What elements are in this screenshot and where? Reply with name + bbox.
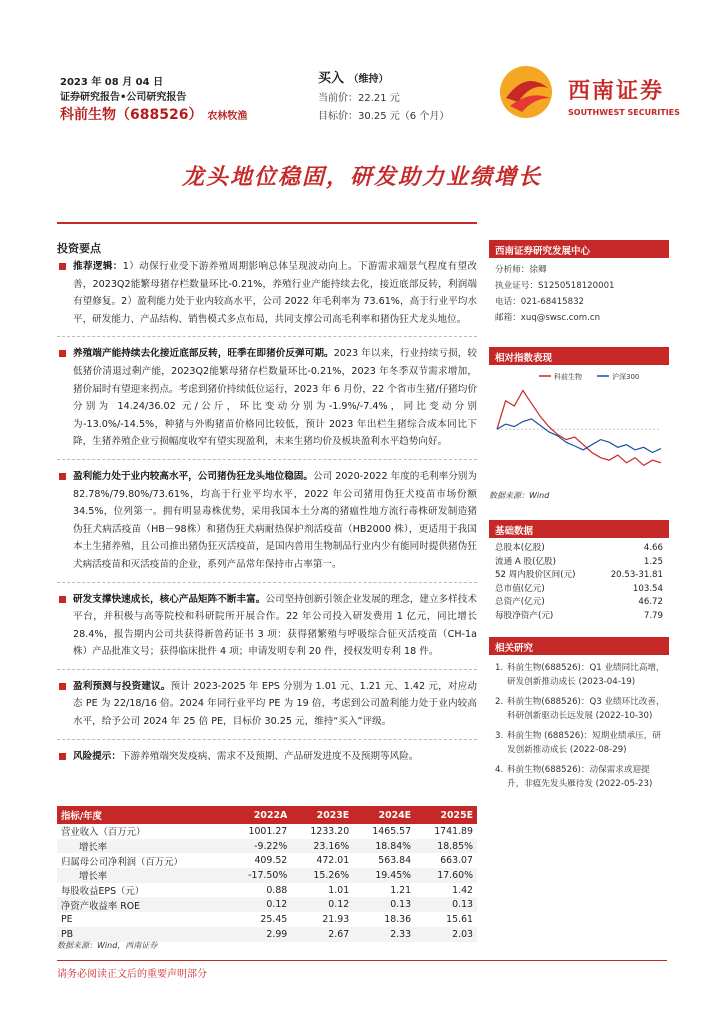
footer-rule [57,960,667,961]
basic-row: 总股本(亿股) 4.66 [495,543,663,553]
bullet-item: 盈利能力处于业内较高水平，公司猪伪狂龙头地位稳固。公司 2020-2022 年度的毛利率分别为 82.78%/79.80%/73.61%，均高于行业平均水平，2022 年公司猪用伪狂犬疫苗市场份额 34.5%，位列第一。拥有明显毒株优势，采用我国本土分离的猪瘟性地方流行毒株研发制造猪伪狂犬病活疫苗（HB－98株）和猪伪狂犬病耐热保护剂活疫苗（HB2000 株），更适用于我国本土生猪养殖，且公司推出猪伪狂灭活疫苗，是国内兽用生物制品行业内少有能同时提供猪伪狂犬病活疫苗和灭活疫苗的企业，系列产品常年保持市占率第一。 [57,468,477,574]
report-type: 证券研究报告•公司研究报告 [60,92,187,103]
logo-en: SOUTHWEST SECURITIES [568,108,680,117]
table-source: 数据来源：Wind，西南证券 [57,941,158,950]
analyst-phone: 电话：021-68415832 [495,297,585,307]
company-name: 科前生物（688526） [60,107,203,123]
analyst-license: 执业证号：S1250518120001 [495,281,615,291]
chart-panel [489,347,669,365]
investment-title: 投资要点 [57,242,101,255]
chart-source: 数据来源：Wind [489,491,550,500]
headline: 龙头地位稳固，研发助力业绩增长 [181,165,542,190]
table-row: 增长率 -17.50% 15.26% 19.45% 17.60% [57,868,477,883]
relative-index-chart [489,368,669,478]
basic-data-title: 基础数据 [489,520,669,538]
sector-label: 农林牧渔 [207,111,248,122]
footer-disclaimer[interactable]: 请务必阅读正文后的重要声明部分 [57,969,207,980]
legend-series-1: 沪深300 [612,373,640,381]
rating-value: 买入 [318,71,345,86]
basic-row: 每股净资产(元) 7.79 [495,610,663,621]
report-date: 2023 年 08 月 04 日 [60,77,164,88]
logo-cn: 西南证券 [568,79,665,104]
bullet-item: 风险提示：下游养殖端突发疫病、需求不及预期、产品研发进度不及预期等风险。 [57,748,477,766]
table-header-row: 指标/年度 2022A 2023E 2024E 2025E [57,806,477,824]
analyst-panel-title: 西南证券研究发展中心 [489,240,669,258]
basic-row: 总资产(亿元) 46.72 [495,597,663,608]
related-report-link[interactable]: 1. 科前生物(688526)：Q1 业绩同比高增，研发创新推动成长 (2023-04-19) [495,663,665,687]
table-row: PE 25.45 21.93 18.36 15.61 [61,913,473,925]
chart-series-line-0 [497,391,661,466]
bullet-item: 盈利预测与投资建议。预计 2023-2025 年 EPS 分别为 1.01 元、1.21 元、1.42 元，对应动态 PE 为 22/18/16 倍。2024 年同行业平均 PE 为 19 倍，考虑到公司盈利能力处于业内较高水平，给予公司 2024 年 25 倍 PE，目标价 30.25 元，维持“买入”评级。 [57,678,477,731]
analyst-panel [489,240,669,330]
section-rule [57,222,477,224]
company-line [60,104,247,124]
chart-panel-title: 相对指数表现 [489,347,669,365]
analyst-name: 分析师：徐卿 [495,265,547,275]
investment-bullets [57,258,477,773]
related-report-link[interactable]: 4. 科前生物(688526)：动保需求或迎提升，非瘟先发头雁待发 (2022-05-23) [495,765,653,789]
legend-series-0: 科前生物 [554,373,582,381]
related-research-title: 相关研究 [489,637,669,655]
table-row: 营业收入（百万元） 1001.27 1233.20 1465.57 1741.89 [61,825,473,839]
table-row: 每股收益EPS（元） 0.88 1.01 1.21 1.42 [61,884,473,898]
rating [318,67,389,86]
related-report-link[interactable]: 2. 科前生物(688526)：Q3 业绩环比改善，科研创新驱动长远发展 (2022-10-30) [495,697,665,721]
basic-row: 总市值(亿元) 103.54 [495,583,663,594]
table-row: PB 2.99 2.67 2.33 2.03 [57,927,477,942]
bullet-item: 养殖端产能持续去化接近底部反转，旺季在即猪价反弹可期。2023 年以来，行业持续亏损，较低猪价清退过剩产能，2023Q2能繁母猪存栏数量环比-0.21%，2023 年冬季双节需求增加，猪价届时有望迎来拐点。考虑到猪价持续低位运行，2023 年 6 月份，22 个省市生猪/仔猪均价分别为 14.24/36.02 元/公斤，环比变动分别为-1.9%/-7.4%，同比变动分别为-13.0%/-14.5%，种猪与外购猪苗价格同比较低，预计 2023 年出栏生猪综合成本同比下降，生猪养殖企业亏损幅度收窄有望实现盈利，未来生猪均价及板块盈利水平趋势向好。 [57,345,477,451]
bullet-item: 推荐逻辑：1）动保行业受下游养殖周期影响总体呈现波动向上。下游需求端景气程度有望改善，2023Q2能繁母猪存栏数量环比-0.21%，养殖行业产能持续去化，接近底部反转，利润端有望修复。2）盈利能力处于业内较高水平，公司 2022 年毛利率为 73.61%，高于行业平均水平，研发能力、产品结构、销售模式多点布局，共同支撑公司高毛利率和猪伪狂犬龙头地位。 [57,258,477,328]
analyst-email[interactable]: 邮箱：xuq@swsc.com.cn [495,313,601,323]
bullet-item: 研发支撑快速成长，核心产品矩阵不断丰富。公司坚持创新引领企业发展的理念，建立多样技术平台，并积极与高等院校和科研院所开展合作。22 年公司投入研发费用 1 亿元，同比增长 28.4%，报告期内公司共获得新兽药证书 3 项：获得猪繁殖与呼吸综合征灭活疫苗（CH-1a 株）产品批准文号；获得临床批件 4 项；申请发明专利 20 件，授权发明专利 18 件。 [57,591,477,661]
table-row: 增长率 -9.22% 23.16% 18.84% 18.85% [57,839,477,854]
basic-data-panel [489,520,669,624]
chart-legend [539,372,639,381]
current-price: 当前价：22.21 元 [318,93,400,104]
related-research-panel [489,637,669,797]
financial-table [57,806,477,942]
analyst-info [489,258,669,330]
table-row: 净资产收益率 ROE 0.12 0.12 0.13 0.13 [57,897,477,912]
rating-sub: （维持） [348,74,389,85]
basic-row: 流通 A 股(亿股) 1.25 [495,556,663,567]
related-report-link[interactable]: 3. 科前生物 (688526)：短期业绩承压，研发创新推动成长 (2022-08-29) [495,731,661,755]
company-logo-icon [496,62,562,122]
chart-series-line-1 [497,419,661,453]
target-price: 目标价：30.25 元（6 个月） [318,111,450,122]
table-row: 归属母公司净利润（百万元） 409.52 472.01 563.84 663.07 [61,855,473,868]
basic-row: 52 周内股价区间(元) 20.53-31.81 [495,570,663,581]
